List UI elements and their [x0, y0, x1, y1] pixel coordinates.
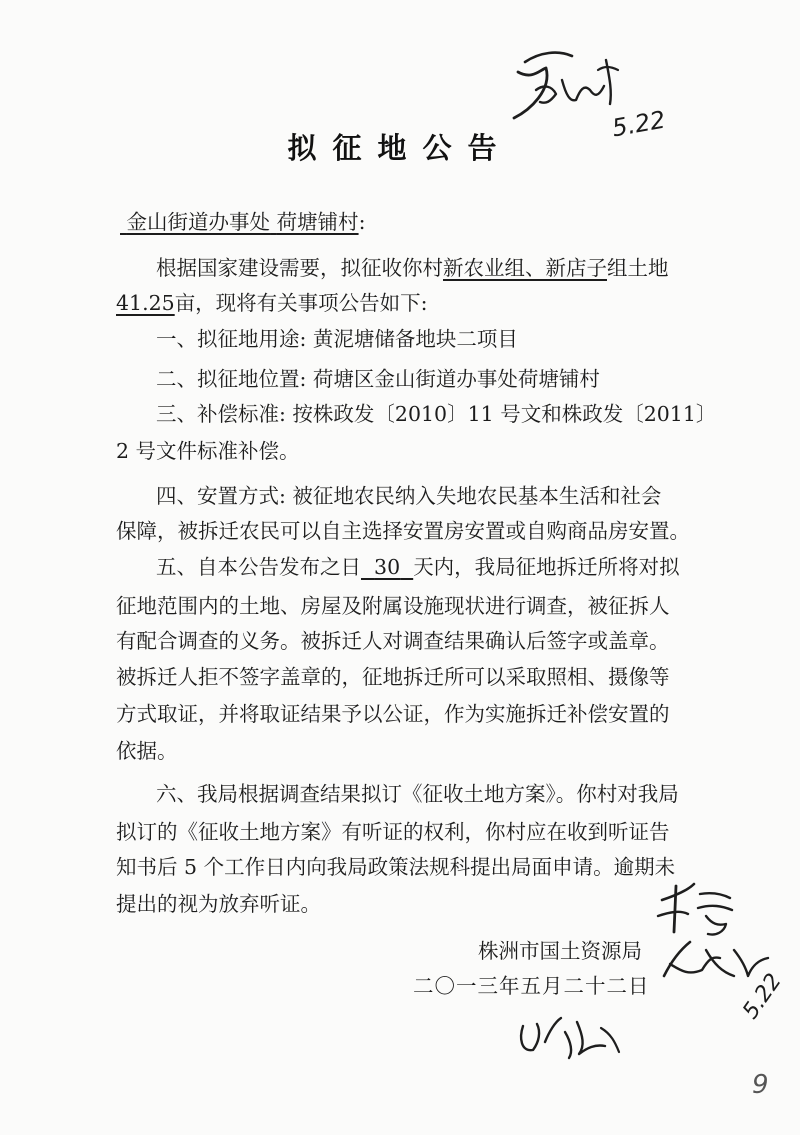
issuer-name: 株洲市国土资源局: [478, 939, 642, 963]
item-2: 二、拟征地位置: 荷塘区金山街道办事处荷塘铺村: [156, 367, 600, 391]
item-6-line-1: 六、我局根据调查结果拟订《征收土地方案》。你村对我局: [156, 782, 679, 806]
handwritten-date-top: 5.22: [609, 105, 668, 143]
item-5-text-b: 天内，我局征地拆迁所将对拟: [413, 555, 680, 579]
intro-text-2: 组土地: [607, 256, 669, 280]
item-5-line-3: 有配合调查的义务。被拆迁人对调查结果确认后签字或盖章。: [116, 629, 670, 653]
addressee-suffix: :: [358, 210, 366, 234]
item-4-line-2: 保障，被拆迁农民可以自主选择安置房安置或自购商品房安置。: [116, 519, 690, 543]
addressee-village: 荷塘铺村: [276, 210, 359, 234]
item-6-line-4: 提出的视为放弃听证。: [116, 892, 321, 916]
item-6-line-2: 拟订的《征收土地方案》有听证的权利，你村应在收到听证告: [116, 820, 670, 844]
item-5-line-1: [156, 553, 756, 581]
item-3-line-2: 2 号文件标准补偿。: [116, 439, 300, 463]
item-6-line-3: 知书后 5 个工作日内向我局政策法规科提出局面申请。逾期未: [116, 855, 676, 879]
intro-groups: 新农业组、新店子: [443, 256, 607, 280]
handwritten-signature-top: [480, 40, 630, 120]
item-4-line-1: 四、安置方式: 被征地农民纳入失地农民基本生活和社会: [156, 484, 662, 508]
item-5-text-a: 五、自本公告发布之日: [156, 555, 361, 579]
intro-area: 41.25: [116, 291, 175, 315]
intro-line-1: [156, 254, 756, 282]
addressee-office: 金山街道办事处: [126, 210, 271, 234]
page-title: 拟征地公告: [287, 131, 513, 165]
handwritten-scribble-bottom: [515, 1012, 625, 1062]
issue-date: 二〇一三年五月二十二日: [413, 974, 650, 998]
item-5-line-5: 方式取证，并将取证结果予以公证，作为实施拆迁补偿安置的: [116, 702, 670, 726]
item-5-days: 30: [374, 555, 401, 579]
item-5-line-6: 依据。: [116, 739, 178, 763]
item-3-line-1: 三、补偿标准: 按株政发〔2010〕11 号文和株政发〔2011〕: [156, 402, 717, 426]
item-1: 一、拟征地用途: 黄泥塘储备地块二项目: [156, 327, 518, 351]
item-5-line-2: 征地范围内的土地、房屋及附属设施现状进行调查，被征拆人: [116, 594, 670, 618]
intro-text: 根据国家建设需要，拟征收你村: [156, 256, 443, 280]
intro-line-2: [116, 289, 716, 317]
addressee: [120, 208, 720, 236]
item-5-line-4: 被拆迁人拒不签字盖章的，征地拆迁所可以采取照相、摄像等: [116, 665, 670, 689]
handwritten-date-right: 5.22: [738, 969, 787, 1024]
page-number: 9: [752, 1070, 769, 1100]
intro-text-3: 亩，现将有关事项公告如下:: [174, 291, 428, 315]
